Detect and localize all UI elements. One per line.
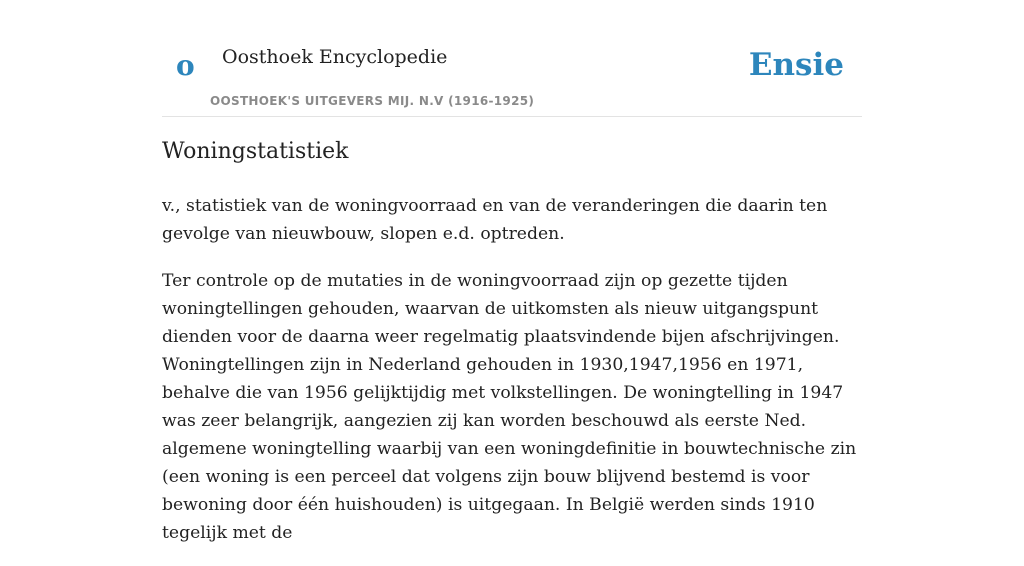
article-body (162, 192, 862, 566)
site-logo[interactable]: o (176, 49, 195, 82)
article-title: Woningstatistiek (162, 139, 349, 164)
brand-logo[interactable]: Ensie (748, 47, 844, 83)
publisher-subtitle: OOSTHOEK'S UITGEVERS MIJ. N.V (1916-1925) (210, 94, 535, 108)
site-header (162, 0, 862, 117)
article-paragraph: v., statistiek van de woningvoorraad en van de veranderingen die daarin ten gevolge van nieuwbouw, slopen e.d. optreden. (162, 196, 828, 244)
site-title[interactable]: Oosthoek Encyclopedie (222, 46, 448, 68)
article-paragraph: Ter controle op de mutaties in de woningvoorraad zijn op gezette tijden woningtellingen gehouden, waarvan de uitkomsten als nieuw uitgangspunt dienden voor de daarna weer regelmatig plaatsvindende bijen afschrijvingen. Woningtellingen zijn in Nederland gehouden in 1930,1947,1956 en 1971, behalve die van 1956 gelijktijdig met volkstellingen. De woningtelling in 1947 was zeer belangrijk, aangezien zij kan worden beschouwd als eerste Ned. algemene woningtelling waarbij van een woningdefinitie in bouwtechnische zin (een woning is een perceel dat volgens zijn bouw blijvend bestemd is voor bewoning door één huishouden) is uitgegaan. In België werden sinds 1910 tegelijk met de (162, 271, 857, 543)
